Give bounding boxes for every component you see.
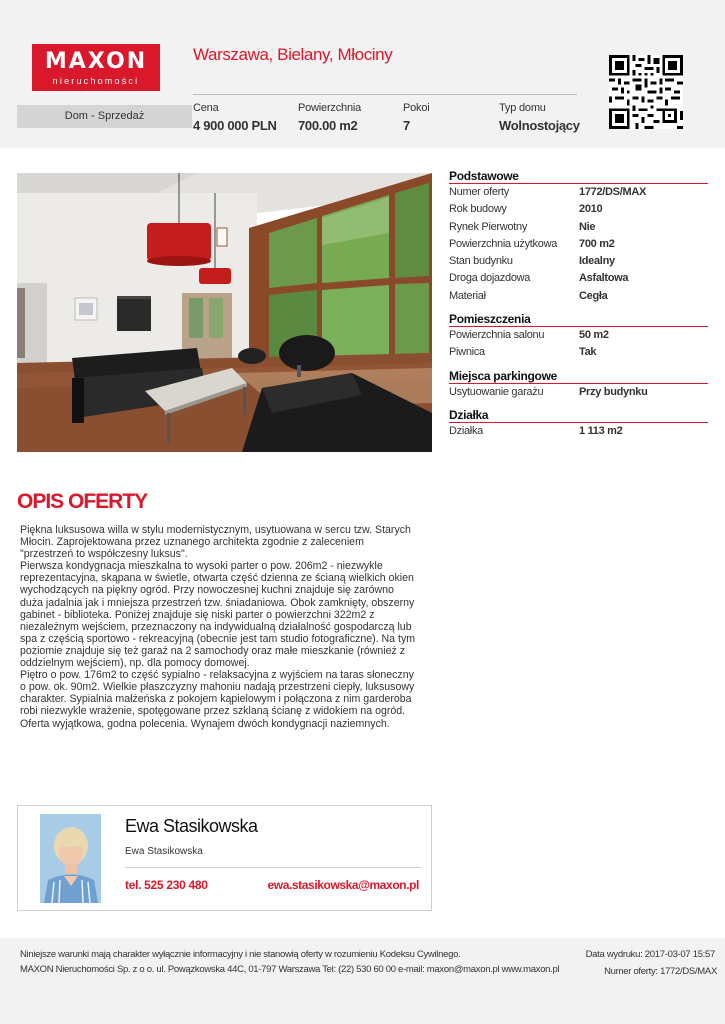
spec-value: Tak: [579, 346, 597, 359]
agent-subtitle: Ewa Stasikowska: [125, 846, 203, 857]
spec-value: 700 m2: [579, 237, 615, 250]
spec-key: Powierzchnia salonu: [449, 329, 545, 342]
spec-value: Asfaltowa: [579, 272, 629, 285]
footer-print-date: Data wydruku: 2017-03-07 15:57: [585, 949, 715, 960]
summary-key: Typ domu: [499, 102, 546, 114]
spec-key: Działka: [449, 424, 483, 437]
logo-sub-text: nieruchomości: [52, 76, 140, 86]
section-title: Miejsca parkingowe: [449, 368, 708, 384]
spec-row: [449, 423, 708, 440]
section-parking: [449, 368, 708, 401]
spec-key: Numer oferty: [449, 186, 509, 198]
spec-row: [449, 219, 708, 236]
location-title: Warszawa, Bielany, Młociny: [193, 45, 393, 64]
spec-value: Idealny: [579, 255, 615, 268]
description-text: Piękna luksusowa willa w stylu modernistycznym, usytuowana w sercu tzw. Starych Młocin. Zaprojektowana przez uznanego architekta zgodnie z zaleceniem "przestrzeń to współczesny luksus". Pierwsza kondygnacja mieszkalna to wysoki parter o pow. 206m2 - niezwykle reprezentacyjna, skąpana w świetle, otwarta część dzienna ze ścianą wielkich okien wychodzących na piękny ogród. Przy nowoczesnej kuchni znajduje się zarówno duża jadalnia jak i mniejsza przestrzeń tzw. śniadaniowa. Obok zamknięty, obszerny gabinet - biblioteka. Poniżej znajduje się niski parter o powierzchni 322m2 z niezależnym wejściem, przeznaczony na indywidualną działalność gospodarczą lub spa z częścią sportowo - rekreacyjną (obecnie jest tam studio fotograficzne). Na tym poziomie znajduje się też garaż na 2 samochody oraz małe mieszkanie (również z oddzielnym wejściem), np. dla pomocy domowej. Piętro o pow. 176m2 to część sypialno - relaksacyjna z wyjściem na taras słoneczny o pow. ok. 90m2. Wielkie płaszczyzny mahoniu nadają przestrzeni ciepły, luksusowy charakter. Sypialnia małżeńska z pokojem kąpielowym i połączona z nim garderoba robi niezwykle wrażenie, spotęgowane przez szklaną ścianę z widokiem na ogród. Oferta wyjątkowa, godna polecenia. Wynajem dwóch kondygnacji naziemnych.: [20, 524, 416, 730]
logo-main-text: MAXON: [44, 49, 148, 74]
spec-key: Rynek Pierwotny: [449, 220, 528, 233]
section-title: Podstawowe: [449, 168, 708, 184]
spec-value: 2010: [579, 203, 603, 216]
section-title: Pomieszczenia: [449, 311, 708, 327]
footer-company: MAXON Nieruchomości Sp. z o o. ul. Powązkowska 44C, 01-797 Warszawa Tel: (22) 530 60 00 e-mail: maxon@maxon.pl www.maxon.pl: [20, 964, 560, 975]
section-rooms: [449, 311, 708, 362]
spec-key: Usytuowanie garażu: [449, 385, 544, 398]
section-title: Działka: [449, 407, 708, 423]
spec-value: Cegła: [579, 289, 608, 302]
agent-divider: [125, 867, 421, 868]
spec-value: Nie: [579, 220, 596, 233]
summary-value: 7: [403, 118, 410, 133]
spec-row: [449, 327, 708, 344]
spec-key: Materiał: [449, 289, 486, 302]
agent-phone-link[interactable]: tel. 525 230 480: [125, 878, 208, 892]
agent-email-link[interactable]: ewa.stasikowska@maxon.pl: [267, 878, 419, 892]
maxon-logo[interactable]: [32, 44, 160, 91]
spec-row: [449, 270, 708, 287]
summary-value: 700.00 m2: [298, 118, 358, 133]
spec-value: 1772/DS/MAX: [579, 186, 647, 198]
summary-rooms: [403, 102, 430, 133]
footer-offer-number: Numer oferty: 1772/DS/MAX: [604, 966, 717, 977]
spec-value: Przy budynku: [579, 385, 648, 398]
header-band: [0, 0, 725, 148]
summary-price: [193, 102, 277, 133]
footer-disclaimer: Niniejsze warunki mają charakter wyłącznie informacyjny i nie stanowią oferty w rozumieniu Kodeksu Cywilnego.: [20, 949, 461, 960]
summary-area: [298, 102, 361, 133]
spec-value: 50 m2: [579, 329, 609, 342]
summary-key: Pokoi: [403, 102, 430, 114]
spec-key: Piwnica: [449, 346, 485, 359]
summary-house-type: [499, 102, 580, 133]
header-divider: [193, 94, 577, 95]
section-plot: [449, 407, 708, 440]
spec-row: [449, 201, 708, 218]
section-basic: [449, 168, 708, 305]
spec-key: Rok budowy: [449, 203, 507, 216]
summary-key: Cena: [193, 102, 219, 114]
spec-key: Powierzchnia użytkowa: [449, 237, 558, 250]
agent-name: Ewa Stasikowska: [125, 816, 258, 836]
specs-panel: [449, 168, 708, 446]
spec-row: [449, 384, 708, 401]
spec-row: [449, 184, 708, 201]
qr-code-icon[interactable]: [609, 55, 683, 129]
spec-key: Stan budynku: [449, 255, 513, 268]
summary-value: 4 900 000 PLN: [193, 118, 277, 133]
summary-value: Wolnostojący: [499, 118, 580, 133]
spec-row: [449, 236, 708, 253]
spec-value: 1 113 m2: [579, 424, 623, 437]
avatar: [40, 814, 101, 903]
listing-type-badge: Dom - Sprzedaż: [17, 105, 192, 128]
summary-key: Powierzchnia: [298, 102, 362, 114]
agent-card: [17, 805, 432, 911]
spec-row: [449, 253, 708, 270]
property-photo[interactable]: [17, 173, 432, 452]
footer-band: [0, 938, 725, 1024]
spec-row: [449, 344, 708, 361]
spec-row: [449, 288, 708, 305]
description-title: OPIS OFERTY: [17, 490, 148, 513]
spec-key: Droga dojazdowa: [449, 272, 531, 285]
